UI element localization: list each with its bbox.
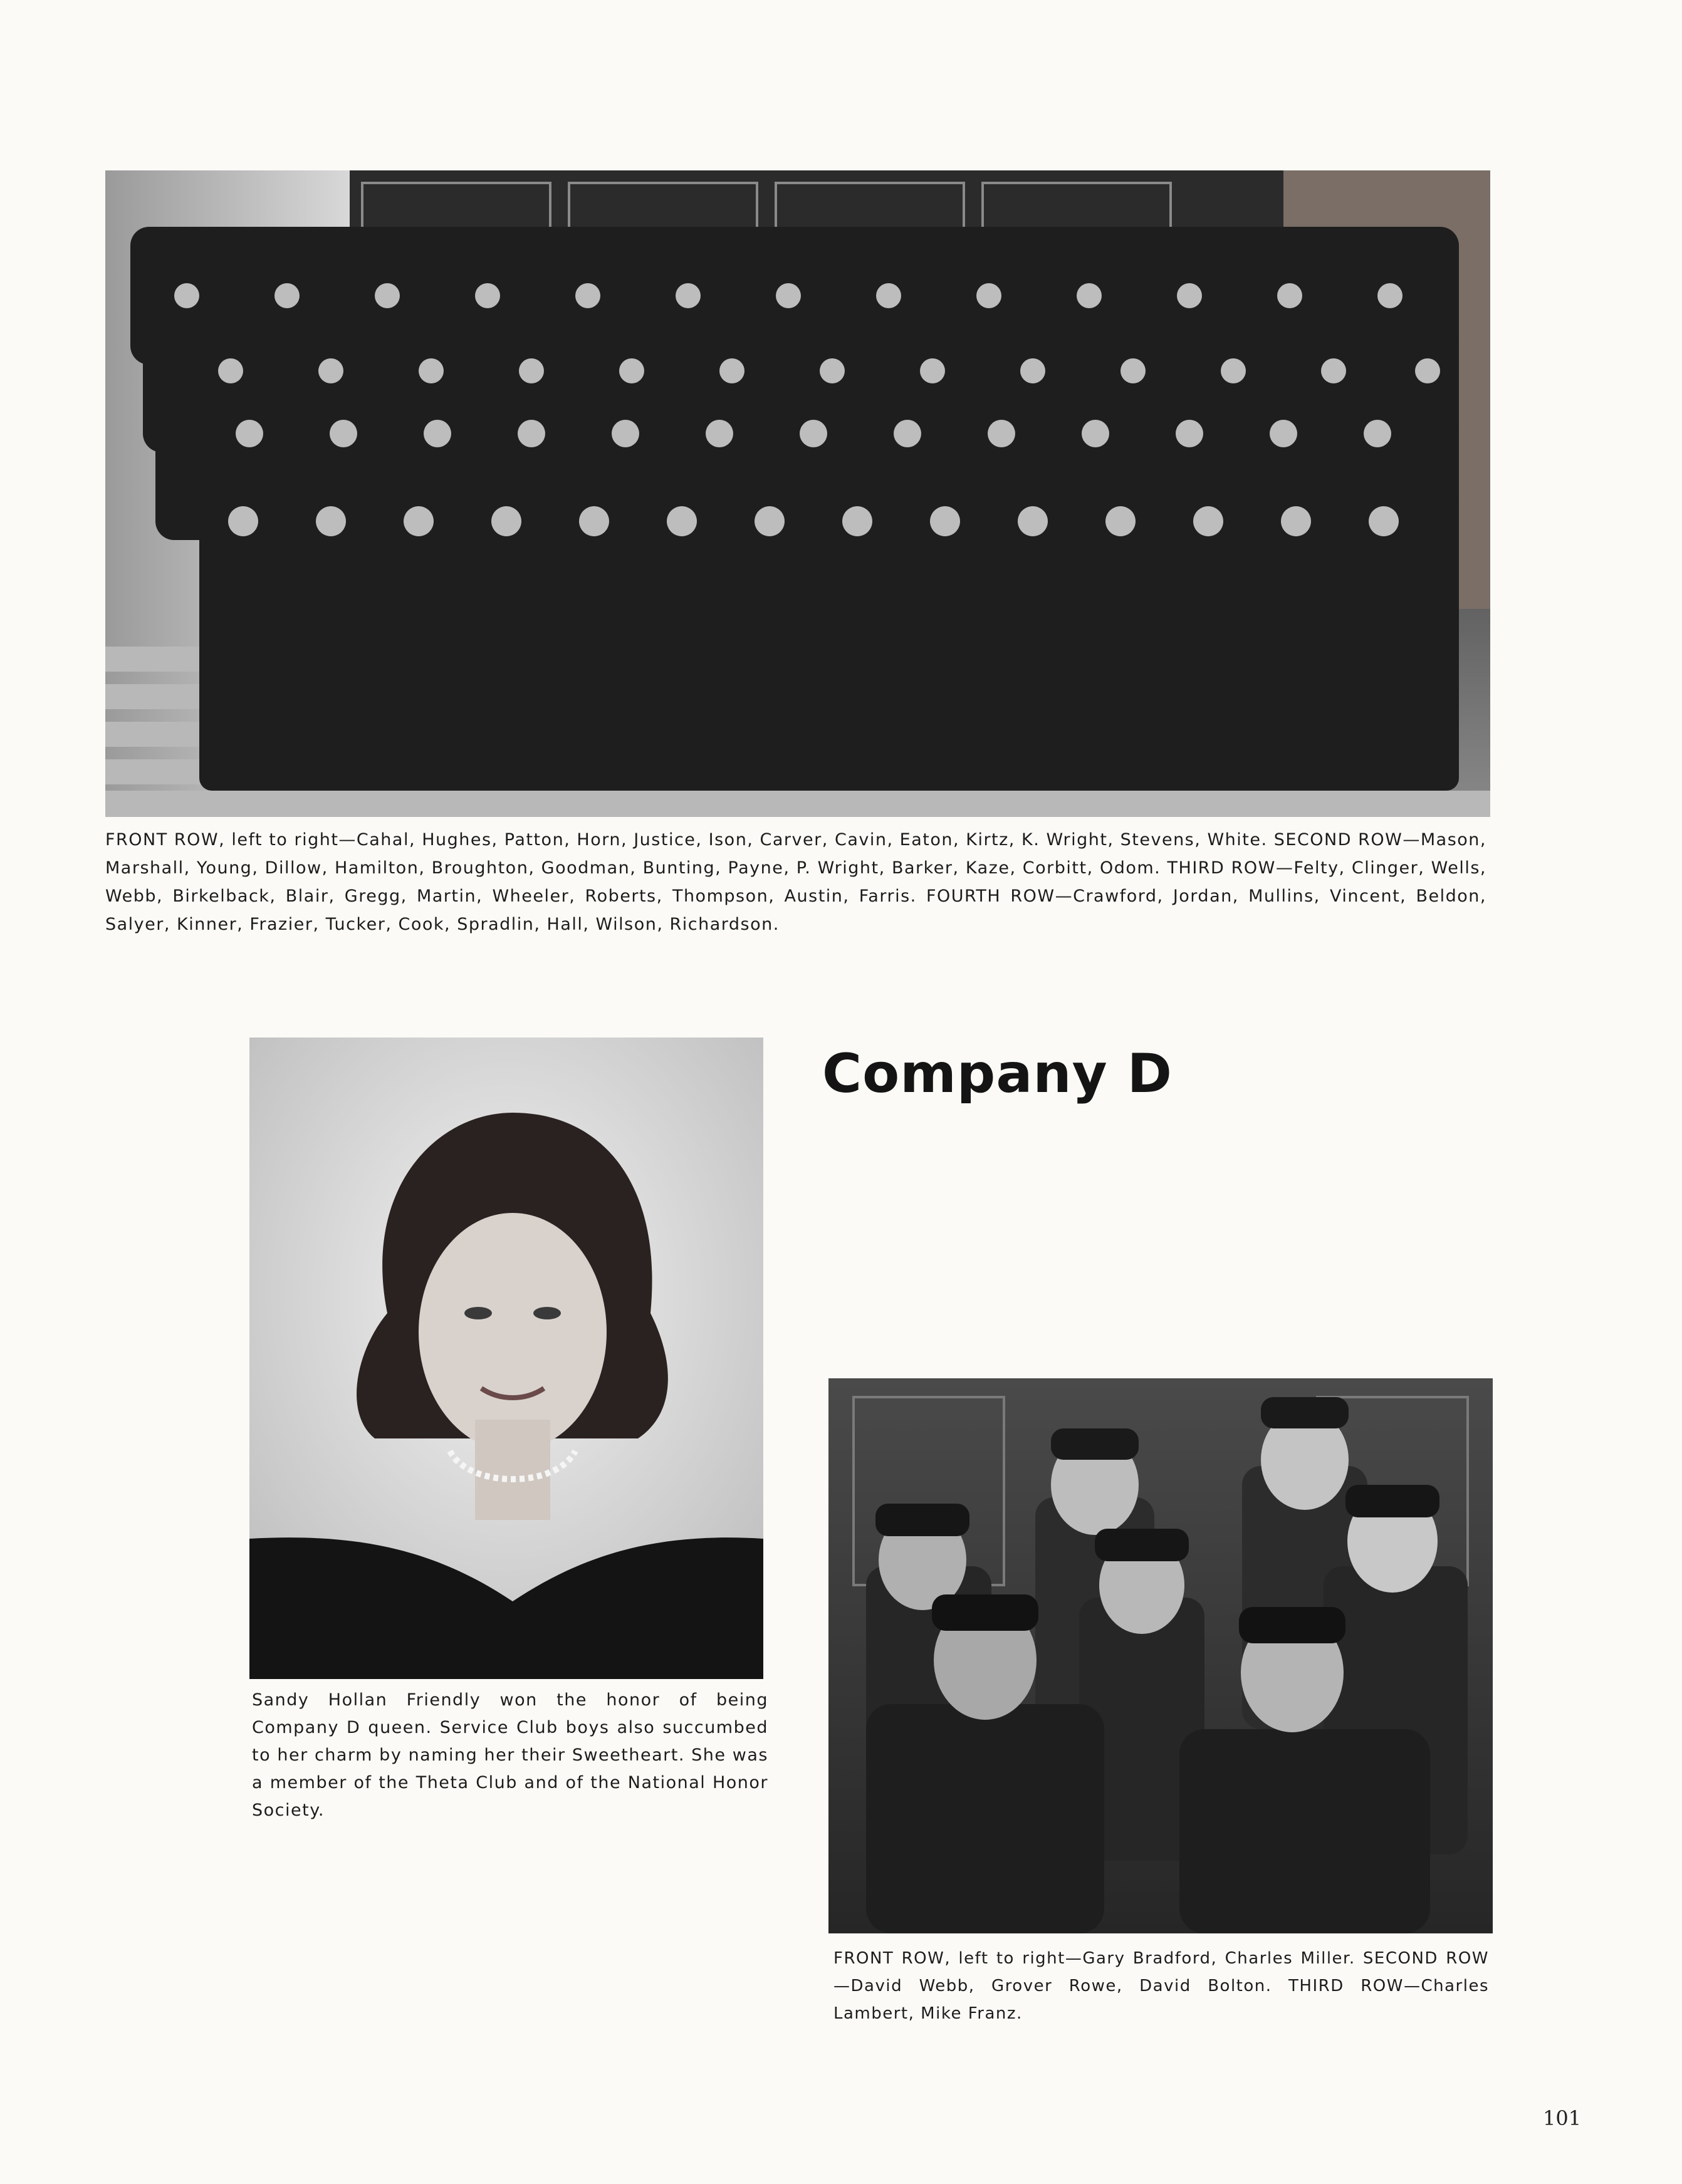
company-d-group-photo — [105, 170, 1490, 817]
queen-portrait-image — [249, 1037, 763, 1679]
queen-caption: Sandy Hollan Friendly won the honor of being Company D queen. Service Club boys also succumbed to her charm by naming her their Sweetheart. She was a member of the Theta Club and of the National Honor Society. — [252, 1690, 768, 1820]
officers-photo-image — [828, 1378, 1493, 1933]
page-number: 101 — [1543, 2106, 1582, 2130]
group-photo-caption: FRONT ROW, left to right—Cahal, Hughes, Patton, Horn, Justice, Ison, Carver, Cavin, Eaton, Kirtz, K. Wright, Stevens, White. SECOND ROW—Mason, Marshall, Young, Dillow, Hamilton, Broughton, Goodman, Bunting, Payne, P. Wright, Barker, Kaze, Corbitt, Odom. THIRD ROW—Felty, Clinger, Wells, Webb, Birkelback, Blair, Gregg, Martin, Wheeler, Roberts, Thompson, Austin, Farris. FOURTH ROW—Crawford, Jordan, Mullins, Vincent, Beldon, Salyer, Kinner, Frazier, Tucker, Cook, Spradlin, Hall, Wilson, Richardson. — [105, 830, 1486, 934]
company-officers-photo — [828, 1378, 1493, 1933]
officers-caption: FRONT ROW, left to right—Gary Bradford, Charles Miller. SECOND ROW—David Webb, Grover Rowe, David Bolton. THIRD ROW—Charles Lambert, Mike Franz. — [833, 1949, 1489, 2023]
company-queen-portrait — [249, 1037, 763, 1679]
group-photo-image — [105, 170, 1490, 817]
page-title: Company D — [822, 1043, 1173, 1105]
